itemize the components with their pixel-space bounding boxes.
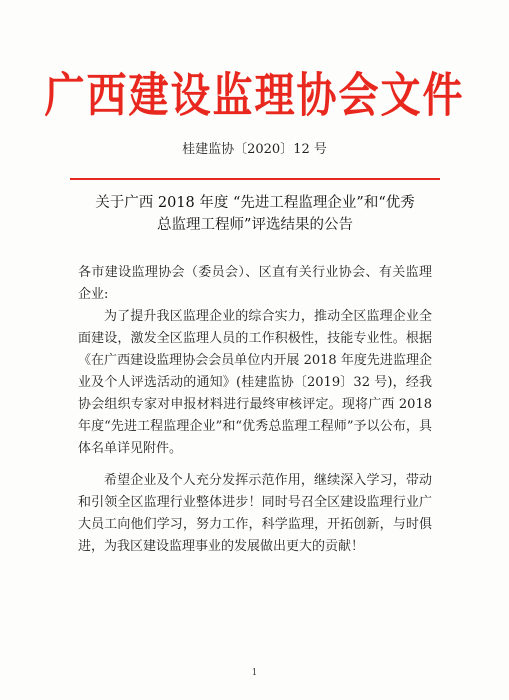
recipients-line: 各市建设监理协会（委员会）、区直有关行业协会、有关监理企业: bbox=[78, 265, 432, 302]
notice-title-line-1: 关于广西 2018 年度 “先进工程监理企业”和“优秀 bbox=[95, 195, 415, 211]
body-paragraph-2: 希望企业及个人充分发挥示范作用，继续深入学习，带动和引领全区监理行业整体进步！同时号召全区建设监理行业广大员工向他们学习，努力工作，科学监理，开拓创新，与时俱进，为我区建设监理事业的发展做出更大的贡献！ bbox=[78, 473, 432, 554]
notice-body bbox=[78, 262, 432, 558]
notice-title bbox=[70, 192, 440, 236]
body-paragraph-1: 为了提升我区监理企业的综合实力，推动全区监理企业全面建设，激发全区监理人员的工作积极性，技能专业性。根据《在广西建设监理协会会员单位内开展 2018 年度先进监理企业及个人评选活动的通知》(桂建监协〔2019〕32 号)，经我协会组织专家对申报材料进行最终审核评定。现将广西 2018 年度“先进工程监理企业”和“优秀总监理工程师”予以公布，具体名单详见附件。 bbox=[78, 309, 432, 456]
page-number: 1 bbox=[251, 668, 258, 678]
notice-title-line-2: 总监理工程师”评选结果的公告 bbox=[157, 217, 353, 233]
document-number: 桂建监协〔2020〕12 号 bbox=[182, 142, 327, 157]
header-red-divider bbox=[70, 178, 440, 180]
document-header-title: 广西建设监理协会文件 bbox=[44, 69, 465, 124]
